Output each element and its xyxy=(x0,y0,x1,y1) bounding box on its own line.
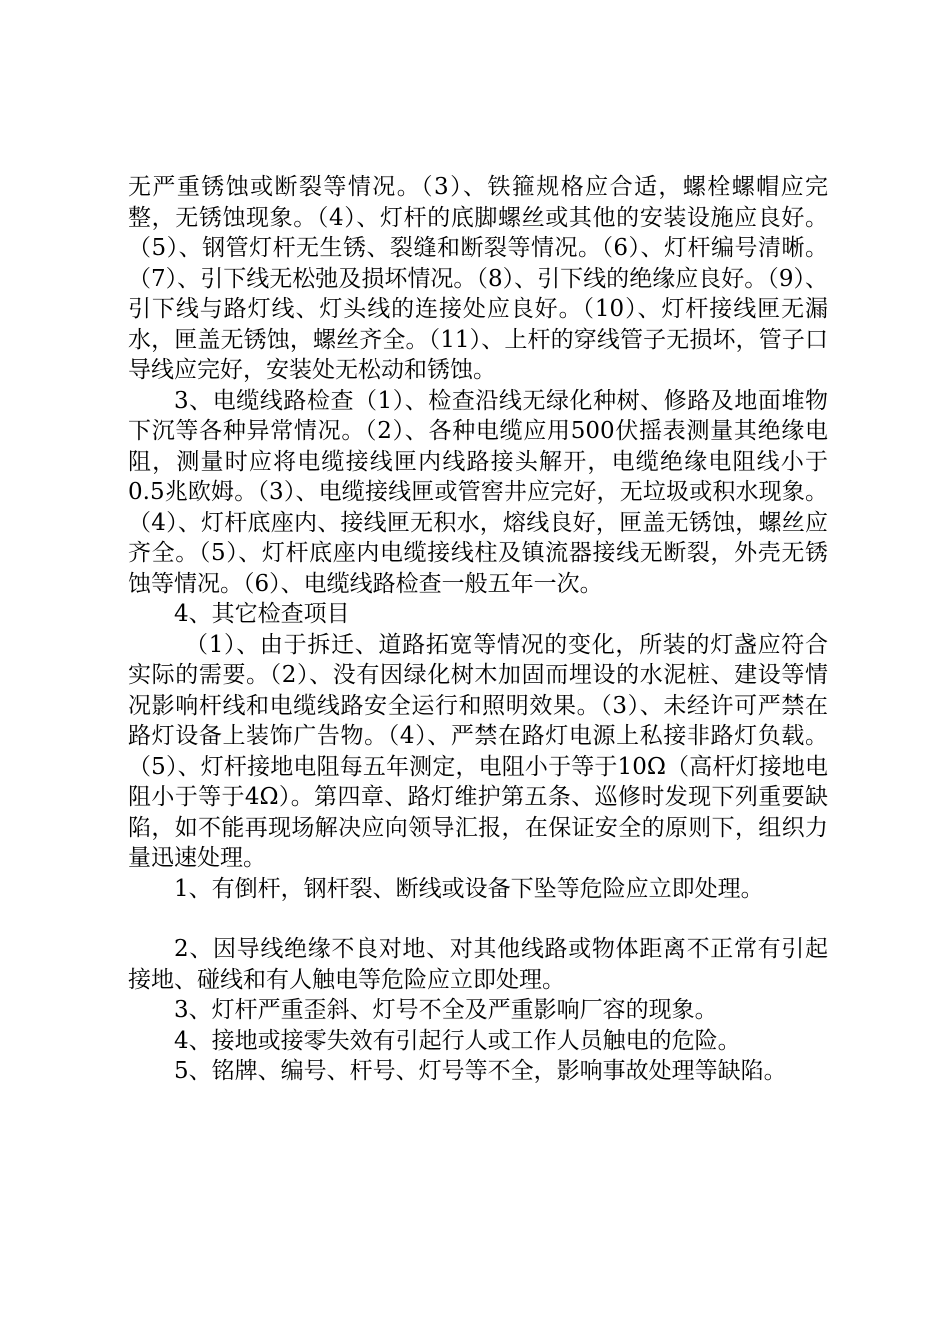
paragraph-defect-5: 5、铭牌、编号、杆号、灯号等不全，影响事故处理等缺陷。 xyxy=(174,1058,787,1084)
paragraph-pole-inspection-continued: 无严重锈蚀或断裂等情况。（3）、铁箍规格应合适，螺栓螺帽应完整，无锈蚀现象。（4）、灯杆的底脚螺丝或其他的安装设施应良好。（5）、钢管灯杆无生锈、裂缝和断裂等情况。（6）、灯杆编号清晰。（7）、引下线无松弛及损坏情况。（8）、引下线的绝缘应良好。（9）、引下线与路灯线、灯头线的连接处应良好。（10）、灯杆接线匣无漏水，匣盖无锈蚀，螺丝齐全。（11）、上杆的穿线管子无损坏，管子口导线应完好，安装处无松动和锈蚀。 xyxy=(128,174,828,383)
paragraph-defect-1: 1、有倒杆，钢杆裂、断线或设备下坠等危险应立即处理。 xyxy=(174,875,764,902)
paragraph-other-items: （1）、由于拆迁、道路拓宽等情况的变化，所装的灯盏应符合实际的需要。（2）、没有因绿化树木加固而埋设的水泥桩、建设等情况影响杆线和电缆线路安全运行和照明效果。（3）、未经许可严禁在路灯设备上装饰广告物。（4）、严禁在路灯电源上私接非路灯负载。（5）、灯杆接地电阻每五年测定，电阻小于等于10Ω（高杆灯接地电阻小于等于4Ω）。第四章、路灯维护第五条、巡修时发现下列重要缺陷，如不能再现场解决应向领导汇报，在保证安全的原则下，组织力量迅速处理。 xyxy=(128,631,828,871)
paragraph-defect-3: 3、灯杆严重歪斜、灯号不全及严重影响厂容的现象。 xyxy=(174,997,718,1023)
paragraph-defect-2: 2、因导线绝缘不良对地、对其他线路或物体距离不正常有引起接地、碰线和有人触电等危险应立即处理。 xyxy=(128,936,828,993)
paragraph-other-items-heading: 4、其它检查项目 xyxy=(174,601,350,627)
paragraph-cable-line-inspection: 3、电缆线路检查（1）、检查沿线无绿化种树、修路及地面堆物下沉等各种异常情况。（2）、各种电缆应用500伏摇表测量其绝缘电阻，测量时应将电缆接线匣内线路接头解开，电缆绝缘电阻线小于0.5兆欧姆。（3）、电缆接线匣或管窖井应完好，无垃圾或积水现象。（4）、灯杆底座内、接线匣无积水，熔线良好，匣盖无锈蚀，螺丝应齐全。（5）、灯杆底座内电缆接线柱及镇流器接线无断裂，外壳无锈蚀等情况。（6）、电缆线路检查一般五年一次。 xyxy=(128,387,828,597)
paragraph-defect-4: 4、接地或接零失效有引起行人或工作人员触电的危险。 xyxy=(174,1027,741,1054)
document-body xyxy=(128,172,828,1087)
